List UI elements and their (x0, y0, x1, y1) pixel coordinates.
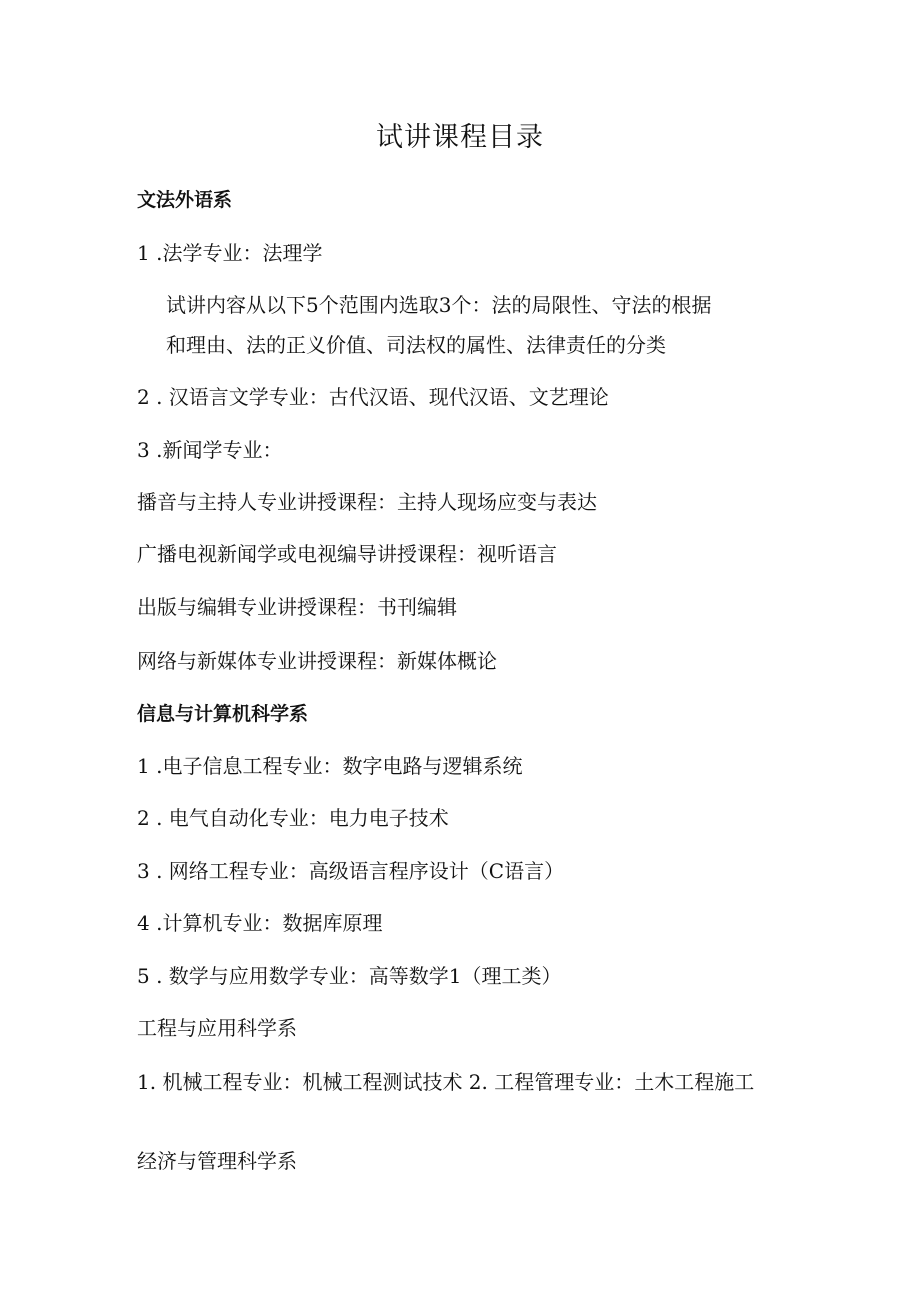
section-heading-information-computer-science: 信息与计算机科学系 (137, 703, 309, 725)
list-item: 网络与新媒体专业讲授课程：新媒体概论 (137, 649, 497, 673)
list-item: 出版与编辑专业讲授课程：书刊编辑 (137, 595, 457, 619)
document-title: 试讲课程目录 (376, 122, 544, 153)
list-item: 2 . 电气自动化专业：电力电子技术 (137, 806, 449, 830)
list-item: 5 . 数学与应用数学专业：高等数学1（理工类） (137, 964, 562, 988)
list-item: 1. 机械工程专业：机械工程测试技术 2. 工程管理专业：土木工程施工 (137, 1070, 755, 1094)
section-heading-economics-management: 经济与管理科学系 (137, 1149, 297, 1173)
list-item-detail: 和理由、法的正义价值、司法权的属性、法律责任的分类 (166, 333, 666, 357)
section-heading-law-foreign-languages: 文法外语系 (137, 189, 233, 211)
list-item: 广播电视新闻学或电视编导讲授课程：视听语言 (137, 542, 557, 566)
list-item-detail: 试讲内容从以下5个范围内选取3个：法的局限性、守法的根据 (166, 293, 712, 317)
list-item: 3 .新闻学专业： (137, 438, 283, 462)
list-item: 4 .计算机专业：数据库原理 (137, 911, 383, 935)
section-heading-engineering-applied-science: 工程与应用科学系 (137, 1016, 297, 1040)
list-item: 2 . 汉语言文学专业：古代汉语、现代汉语、文艺理论 (137, 385, 609, 409)
list-item: 1 .法学专业：法理学 (137, 241, 323, 265)
list-item: 播音与主持人专业讲授课程：主持人现场应变与表达 (137, 490, 597, 514)
list-item: 1 .电子信息工程专业：数字电路与逻辑系统 (137, 754, 523, 778)
list-item: 3 . 网络工程专业：高级语言程序设计（C语言） (137, 859, 565, 883)
